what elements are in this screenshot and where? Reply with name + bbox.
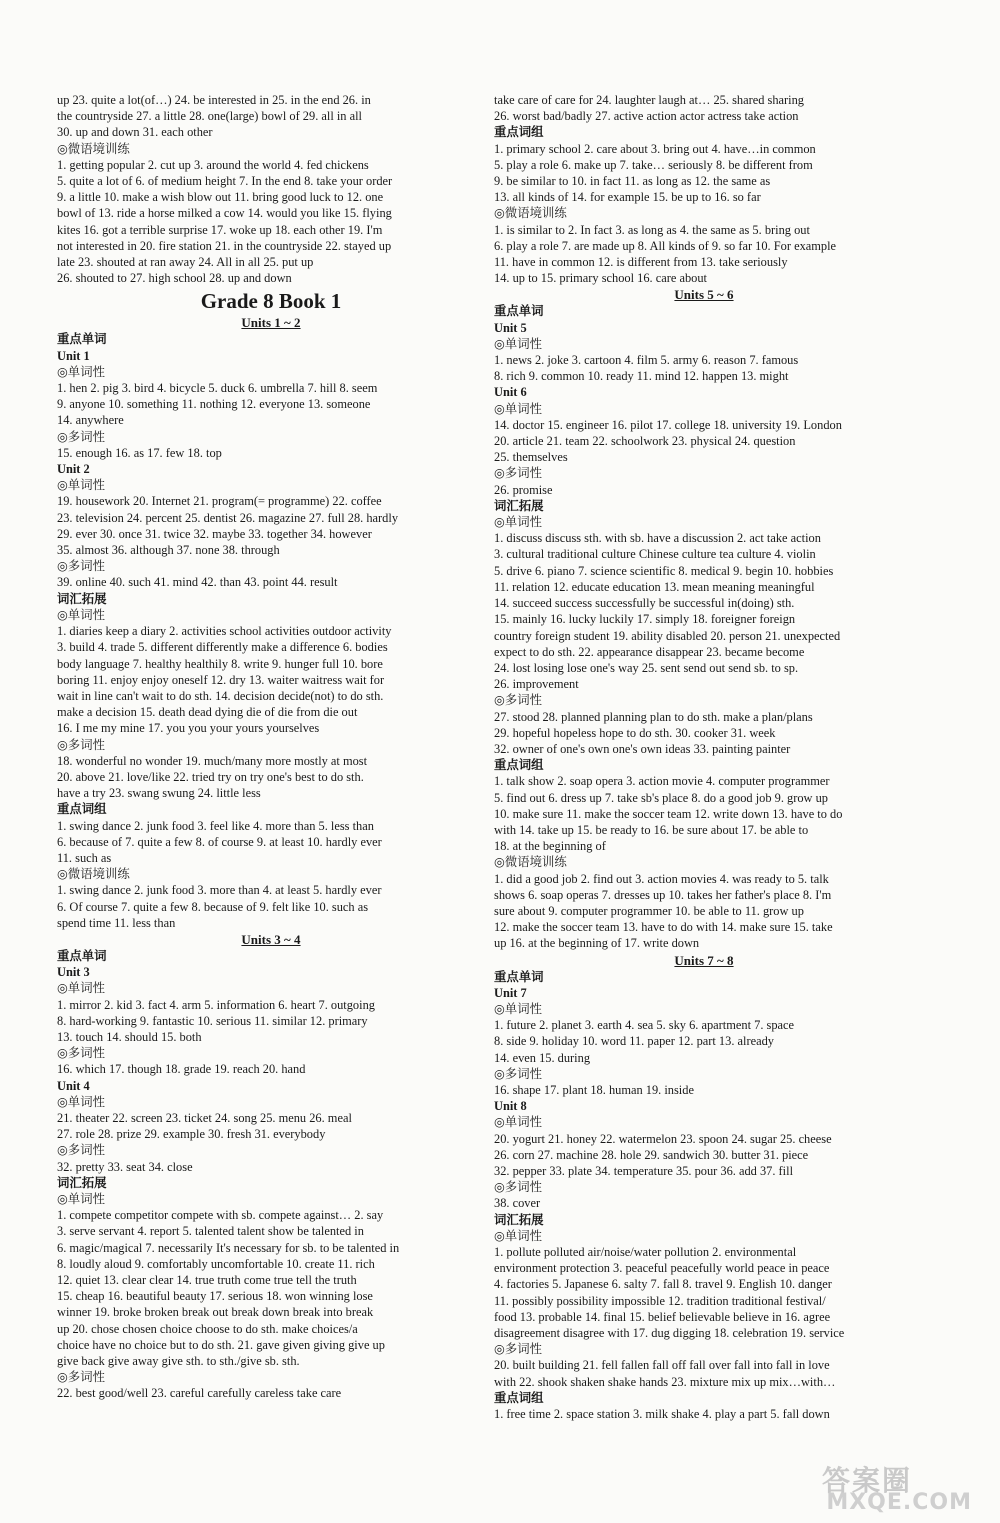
section-heading: 词汇拓展 — [494, 1212, 544, 1227]
answer-line: ◎单词性 — [494, 336, 542, 351]
answer-line: ◎单词性 — [494, 401, 542, 416]
answer-line: the countryside 27. a little 28. one(large) bowl of 29. all in all — [57, 109, 362, 124]
answer-line: ◎单词性 — [57, 1094, 105, 1109]
answer-line: ◎单词性 — [57, 1192, 105, 1206]
units-5-6-header: Units 5 ~ 6 — [674, 287, 734, 303]
answer-line: 1. did a good job 2. find out 3. action movies 4. was ready to 5. talk — [494, 871, 829, 886]
section-heading: 重点单词 — [494, 969, 544, 984]
answer-line: 1. discuss discuss sth. with sb. have a discussion 2. act take action — [494, 531, 821, 546]
answer-line: ◎多词性 — [57, 559, 105, 574]
answer-line: 6. play a role 7. are made up 8. All kinds of 9. so far 10. For example — [494, 238, 837, 253]
section-heading: Unit 3 — [57, 965, 90, 980]
answer-line: 12. make the soccer team 13. have to do with 14. make sure 15. take — [494, 920, 833, 935]
answer-line: 9. a little 10. make a wish blow out 11. bring good luck to 12. one — [57, 190, 384, 205]
answer-line: 14. up to 15. primary school 16. care about — [494, 271, 708, 286]
left-section-units-3-4 — [57, 948, 485, 1402]
answer-line: spend time 11. less than — [57, 915, 176, 930]
answer-line: 5. quite a lot of 6. of medium height 7. In the end 8. take your order — [57, 174, 393, 189]
answer-line: 1. pollute polluted air/noise/water pollution 2. environmental — [494, 1245, 797, 1260]
answer-line: 14. even 15. during — [494, 1050, 591, 1065]
answer-line: ◎微语境训练 — [494, 206, 567, 221]
answer-line: 27. stood 28. planned planning plan to do sth. make a plan/plans — [494, 709, 813, 724]
units-1-2-header: Units 1 ~ 2 — [241, 315, 301, 331]
answer-line: 27. role 28. prize 29. example 30. fresh 31. everybody — [57, 1127, 326, 1142]
answer-line: 24. lost losing lose one's way 25. sent send out send sb. to sp. — [494, 660, 799, 675]
section-heading: 重点词组 — [57, 802, 107, 817]
answer-line: 15. cheap 16. beautiful beauty 17. serious 18. won winning lose — [57, 1289, 373, 1304]
answer-line: 11. possibly possibility impossible 12. tradition traditional festival/ — [494, 1293, 826, 1308]
answer-line: 20. yogurt 21. honey 22. watermelon 23. spoon 24. sugar 25. cheese — [494, 1131, 832, 1146]
answer-line: 1. talk show 2. soap opera 3. action movie 4. computer programmer — [494, 774, 830, 789]
answer-line: expect to do sth. 22. appearance disappear 23. became become — [494, 644, 805, 659]
answer-line: ◎多词性 — [494, 693, 542, 708]
answer-line: 9. be similar to 10. in fact 11. as long as 12. the same as — [494, 174, 771, 189]
answer-line: 6. magic/magical 7. necessarily It's necessary for sb. to be talented in — [57, 1240, 400, 1255]
answer-line: shows 6. soap operas 7. dresses up 10. takes her father's place 8. I'm — [494, 887, 832, 902]
answer-line: 39. online 40. such 41. mind 42. than 43. point 44. result — [57, 575, 338, 590]
answer-line: environment protection 3. peaceful peacefully world peace in peace — [494, 1261, 830, 1276]
answer-line: 15. enough 16. as 17. few 18. top — [57, 445, 222, 460]
section-heading: 重点词组 — [494, 1390, 544, 1405]
right-section-units-7-8 — [494, 969, 914, 1423]
answer-line: 1. compete competitor compete with sb. compete against… 2. say — [57, 1208, 384, 1223]
section-heading: Unit 5 — [494, 320, 527, 335]
right-column — [494, 92, 914, 1422]
answer-line: 8. side 9. holiday 10. word 11. paper 12. part 13. already — [494, 1034, 774, 1049]
answer-line: kites 16. got a terrible surprise 17. woke up 18. each other 19. I'm — [57, 222, 383, 237]
answer-line: 14. doctor 15. engineer 16. pilot 17. college 18. university 19. London — [494, 417, 842, 432]
answer-line: boring 11. enjoy enjoy oneself 12. dry 13. waiter waitress wait for — [57, 672, 385, 687]
answer-line: 32. owner of one's own one's own ideas 33. painting painter — [494, 741, 791, 756]
answer-line: 1. free time 2. space station 3. milk shake 4. play a part 5. fall down — [494, 1407, 830, 1422]
answer-line: 26. worst bad/badly 27. active action actor actress take action — [494, 109, 799, 124]
answer-line: 14. succeed success successfully be successful in(doing) sth. — [494, 596, 795, 611]
answer-line: 5. drive 6. piano 7. science scientific 8. medical 9. begin 10. hobbies — [494, 563, 834, 578]
answer-line: 18. wonderful no wonder 19. much/many more mostly at most — [57, 753, 368, 768]
answer-line: body language 7. healthy healthily 8. write 9. hunger full 10. bore — [57, 656, 383, 671]
answer-line: ◎多词性 — [57, 737, 105, 752]
answer-line: up 23. quite a lot(of…) 24. be interested in 25. in the end 26. in — [57, 93, 371, 107]
answer-line: up 20. chose chosen choice choose to do sth. make choices/a — [57, 1321, 358, 1336]
answer-line: make a decision 15. death dead dying die of die from die out — [57, 705, 358, 720]
answer-line: 29. hopeful hopeless hope to do sth. 30. cooker 31. week — [494, 725, 776, 740]
section-heading: 重点单词 — [57, 332, 107, 347]
answer-line: 22. best good/well 23. careful carefully careless take care — [57, 1386, 342, 1401]
answer-line: 3. serve servant 4. report 5. talented talent show be talented in — [57, 1224, 364, 1239]
answer-line: 11. such as — [57, 850, 112, 865]
left-section-units-1-2 — [57, 331, 485, 931]
answer-line: 13. touch 14. should 15. both — [57, 1029, 202, 1044]
answer-line: 26. promise — [494, 482, 553, 497]
answer-line: ◎单词性 — [57, 607, 105, 622]
answer-line: food 13. probable 14. final 15. belief believable believe in 16. agree — [494, 1309, 831, 1324]
answer-line: 38. cover — [494, 1196, 541, 1211]
right-section-units-5-6 — [494, 303, 914, 951]
section-heading: 重点单词 — [494, 304, 544, 319]
answer-line: ◎多词性 — [57, 429, 105, 444]
watermark — [792, 1459, 972, 1515]
answer-line: with 22. shook shaken shake hands 23. mixture mix up mix…with… — [494, 1374, 836, 1389]
answer-line: 1. primary school 2. care about 3. bring out 4. have…in common — [494, 141, 816, 156]
answer-line: 23. television 24. percent 25. dentist 26. magazine 27. full 28. hardly — [57, 510, 399, 525]
answer-line: up 16. at the beginning of 17. write down — [494, 936, 700, 951]
section-heading: Unit 6 — [494, 385, 527, 400]
answer-line: ◎单词性 — [494, 1001, 542, 1016]
section-heading: 词汇拓展 — [494, 498, 544, 513]
answer-line: 26. shouted to 27. high school 28. up and down — [57, 271, 292, 286]
answer-line: 16. I me my mine 17. you you your yours yourselves — [57, 721, 320, 736]
answer-line: 8. loudly aloud 9. comfortably uncomfortable 10. create 11. rich — [57, 1256, 375, 1271]
answer-line: 35. almost 36. although 37. none 38. through — [57, 543, 280, 558]
answer-line: 15. mainly 16. lucky luckily 17. simply 18. foreigner foreign — [494, 612, 796, 627]
answer-line: country foreign student 19. ability disabled 20. person 21. unexpected — [494, 628, 841, 643]
answer-line: ◎多词性 — [57, 1370, 105, 1385]
left-section-top — [57, 92, 485, 286]
answer-line: ◎单词性 — [494, 1115, 542, 1130]
answer-line: sure about 9. computer programmer 10. be able to 11. grow up — [494, 903, 804, 918]
section-heading: 词汇拓展 — [57, 1175, 107, 1190]
answer-line: give back give away give sth. to sth./give sb. sth. — [57, 1354, 300, 1369]
answer-line: with 14. take up 15. be ready to 16. be sure about 17. be able to — [494, 822, 809, 837]
answer-line: have a try 23. swang swung 24. little less — [57, 786, 261, 801]
answer-line: 1. getting popular 2. cut up 3. around the world 4. fed chickens — [57, 157, 369, 172]
answer-line: 5. find out 6. dress up 7. take sb's place 8. do a good job 9. grow up — [494, 790, 828, 805]
answer-line: ◎微语境训练 — [57, 141, 130, 156]
answer-line: ◎多词性 — [494, 1066, 542, 1081]
answer-line: ◎多词性 — [57, 1143, 105, 1158]
answer-line: 5. play a role 6. make up 7. take… seriously 8. be different from — [494, 157, 813, 172]
units-7-8-header: Units 7 ~ 8 — [674, 952, 734, 968]
section-heading: 词汇拓展 — [57, 591, 107, 606]
answer-line: 1. swing dance 2. junk food 3. more than 4. at least 5. hardly ever — [57, 883, 382, 898]
answer-line: 25. themselves — [494, 450, 568, 465]
section-heading: Unit 7 — [494, 985, 527, 1000]
answer-line: late 23. shouted at ran away 24. All in all 25. put up — [57, 255, 314, 270]
section-heading: 重点词组 — [494, 758, 544, 773]
answer-line: winner 19. broke broken break out break down break into break — [57, 1305, 374, 1320]
watermark-logo: 答案圈 — [821, 1464, 912, 1497]
answer-line: 11. have in common 12. is different from 13. take seriously — [494, 255, 788, 270]
answer-line: 30. up and down 31. each other — [57, 125, 213, 140]
answer-line: 1. diaries keep a diary 2. activities school activities outdoor activity — [57, 624, 392, 639]
answer-line: ◎单词性 — [57, 478, 105, 493]
answer-line: 29. ever 30. once 31. twice 32. maybe 33. together 34. however — [57, 526, 372, 541]
section-heading: Unit 4 — [57, 1078, 90, 1093]
answer-line: 11. relation 12. educate education 13. mean meaning meaningful — [494, 579, 815, 594]
watermark-url: MXQE.COM — [826, 1490, 972, 1515]
answer-line: 20. above 21. love/like 22. tried try on try one's best to do sth. — [57, 769, 364, 784]
answer-line: 3. cultural traditional culture Chinese culture tea culture 4. violin — [494, 547, 816, 562]
answer-line: 16. which 17. though 18. grade 19. reach 20. hand — [57, 1062, 306, 1077]
answer-line: bowl of 13. ride a horse milked a cow 14. would you like 15. flying — [57, 206, 392, 221]
answer-line: ◎单词性 — [494, 515, 542, 530]
answer-line: 16. shape 17. plant 18. human 19. inside — [494, 1082, 694, 1097]
answer-line: 6. Of course 7. quite a few 8. because of 9. felt like 10. such as — [57, 899, 369, 914]
answer-line: ◎多词性 — [57, 1046, 105, 1061]
answer-line: 6. because of 7. quite a few 8. of course 9. at least 10. hardly ever — [57, 834, 382, 849]
answer-line: disagreement disagree with 17. dug digging 18. celebration 19. service — [494, 1326, 845, 1341]
grade-title: Grade 8 Book 1 — [200, 289, 342, 314]
answer-line: 10. make sure 11. make the soccer team 12. write down 13. have to do — [494, 806, 843, 821]
answer-line: take care of care for 24. laughter laugh at… 25. shared sharing — [494, 93, 804, 107]
answer-line: 20. built building 21. fell fallen fall off fall over fall into fall in love — [494, 1358, 830, 1373]
answer-line: 20. article 21. team 22. schoolwork 23. physical 24. question — [494, 434, 796, 449]
answer-line: 26. improvement — [494, 677, 579, 692]
answer-line: 1. swing dance 2. junk food 3. feel like 4. more than 5. less than — [57, 818, 374, 833]
answer-line: 3. build 4. trade 5. different differently make a difference 6. bodies — [57, 640, 388, 655]
answer-line: ◎多词性 — [494, 466, 542, 481]
answer-line: ◎微语境训练 — [494, 855, 567, 870]
answer-line: choice have no choice but to do sth. 21. gave given giving give up — [57, 1337, 385, 1352]
section-heading: 重点词组 — [494, 125, 544, 140]
answer-line: wait in line can't wait to do sth. 14. decision decide(not) to do sth. — [57, 688, 384, 703]
answer-line: 12. quiet 13. clear clear 14. true truth come true tell the truth — [57, 1273, 357, 1288]
section-heading: Unit 2 — [57, 462, 90, 477]
answer-line: 8. rich 9. common 10. ready 11. mind 12. happen 13. might — [494, 369, 789, 384]
answer-line: ◎多词性 — [494, 1180, 542, 1195]
section-heading: 重点单词 — [57, 948, 107, 963]
answer-line: ◎多词性 — [494, 1342, 542, 1357]
answer-line: 1. mirror 2. kid 3. fact 4. arm 5. information 6. heart 7. outgoing — [57, 997, 375, 1012]
answer-line: 1. future 2. planet 3. earth 4. sea 5. sky 6. apartment 7. space — [494, 1018, 795, 1033]
answer-line: not interested in 20. fire station 21. in the countryside 22. stayed up — [57, 238, 392, 253]
answer-line: 18. at the beginning of — [494, 839, 606, 854]
answer-line: 19. housework 20. Internet 21. program(= programme) 22. coffee — [57, 494, 382, 509]
section-heading: Unit 1 — [57, 348, 90, 363]
answer-line: 26. corn 27. machine 28. hole 29. sandwich 30. butter 31. piece — [494, 1147, 809, 1162]
left-column — [57, 92, 485, 1402]
answer-line: ◎单词性 — [494, 1228, 542, 1243]
answer-line: 1. is similar to 2. In fact 3. as long as 4. the same as 5. bring out — [494, 222, 810, 237]
answer-line: ◎单词性 — [57, 981, 105, 996]
answer-line: 1. news 2. joke 3. cartoon 4. film 5. army 6. reason 7. famous — [494, 353, 799, 368]
right-section-top — [494, 92, 914, 286]
answer-line: ◎单词性 — [57, 364, 105, 379]
section-heading: Unit 8 — [494, 1099, 527, 1114]
answer-line: 8. hard-working 9. fantastic 10. serious 11. similar 12. primary — [57, 1013, 368, 1028]
answer-line: 9. anyone 10. something 11. nothing 12. everyone 13. someone — [57, 397, 371, 412]
answer-line: 14. anywhere — [57, 413, 124, 428]
answer-line: 4. factories 5. Japanese 6. salty 7. fall 8. travel 9. English 10. danger — [494, 1277, 832, 1292]
answer-line: 21. theater 22. screen 23. ticket 24. song 25. menu 26. meal — [57, 1110, 352, 1125]
units-3-4-header: Units 3 ~ 4 — [241, 931, 301, 947]
answer-line: 13. all kinds of 14. for example 15. be up to 16. so far — [494, 190, 761, 205]
answer-line: 1. hen 2. pig 3. bird 4. bicycle 5. duck 6. umbrella 7. hill 8. seem — [57, 381, 378, 396]
answer-line: 32. pretty 33. seat 34. close — [57, 1159, 193, 1174]
answer-line: 32. pepper 33. plate 34. temperature 35. pour 36. add 37. fill — [494, 1164, 794, 1178]
answer-line: ◎微语境训练 — [57, 867, 130, 882]
